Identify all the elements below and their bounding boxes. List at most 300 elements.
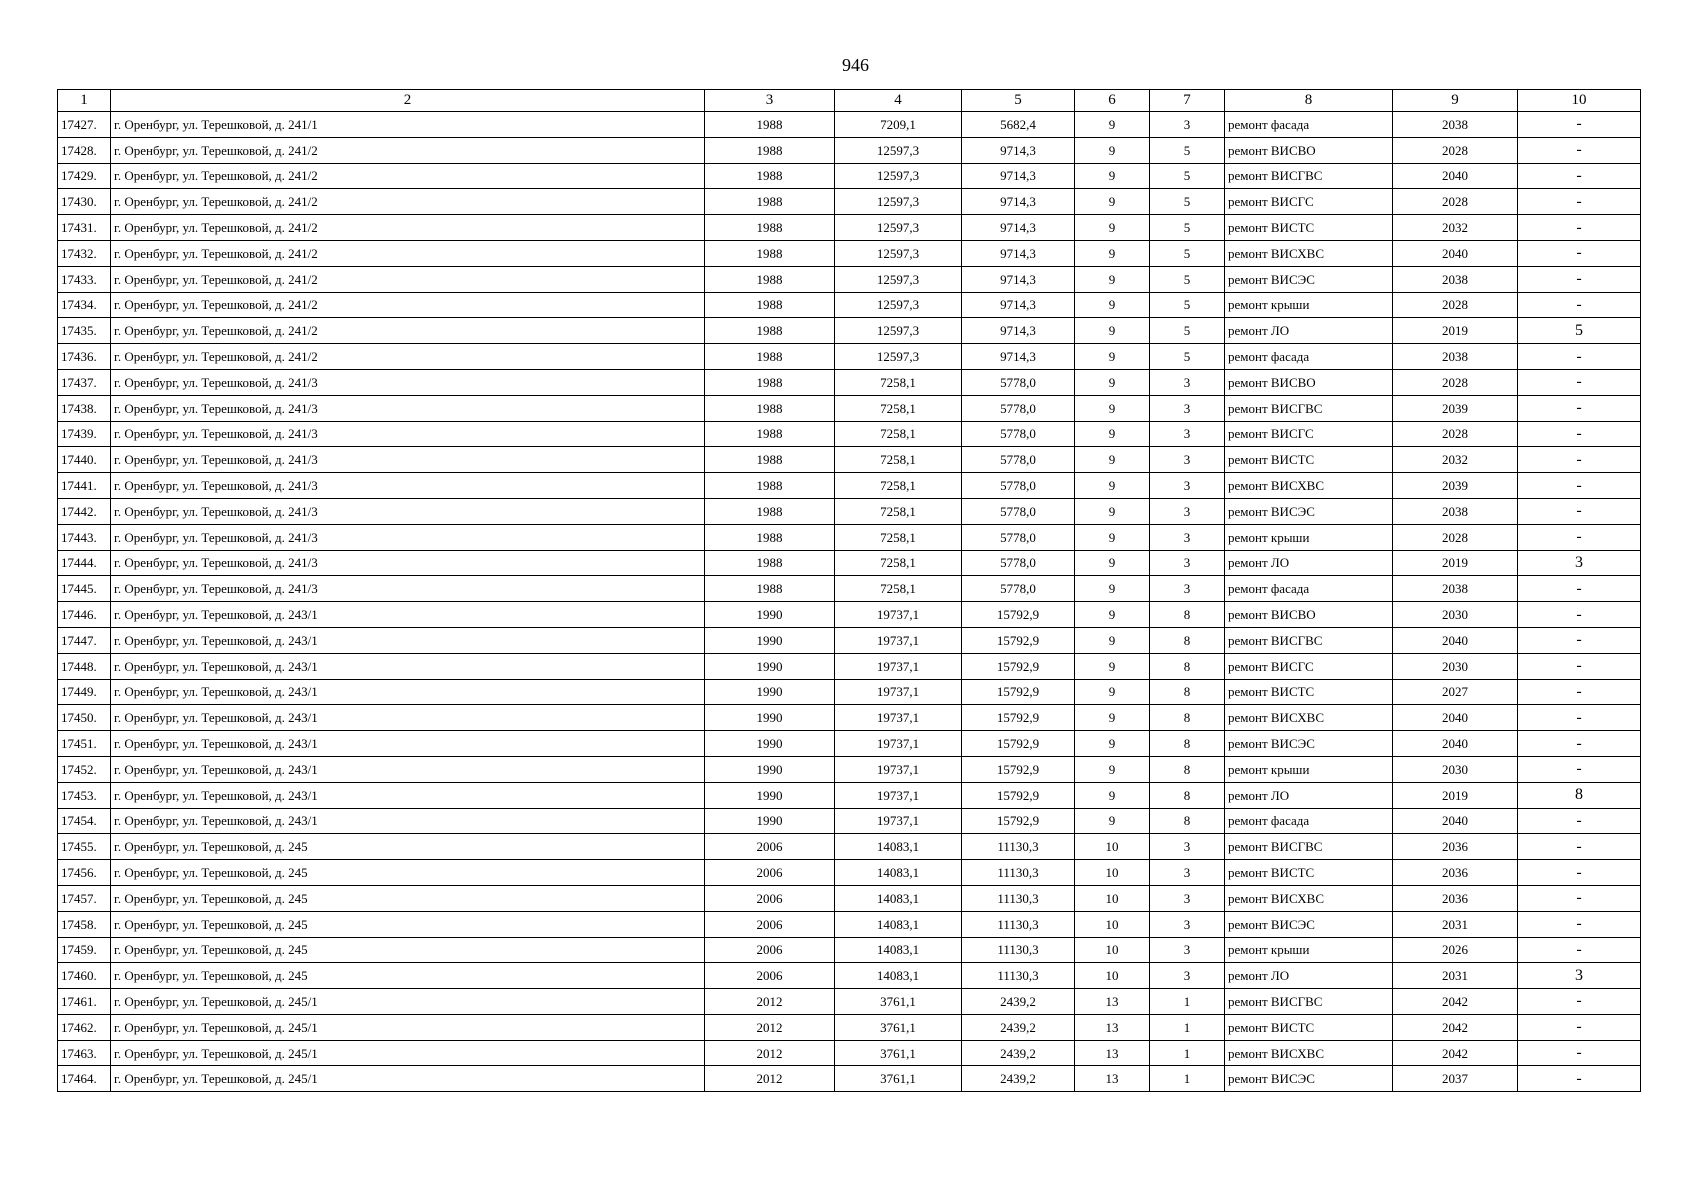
floors-cell: 9 [1075,576,1150,602]
total-area-cell: 19737,1 [835,653,962,679]
address-cell: г. Оренбург, ул. Терешковой, д. 245/1 [111,1040,705,1066]
lift-count-cell: - [1518,1014,1641,1040]
floors-cell: 10 [1075,860,1150,886]
work-type-cell: ремонт ВИСЭС [1225,731,1393,757]
total-area-cell: 14083,1 [835,911,962,937]
address-cell: г. Оренбург, ул. Терешковой, д. 241/3 [111,447,705,473]
table-row [58,834,1641,860]
row-number: 17429. [58,163,111,189]
total-area-cell: 7258,1 [835,550,962,576]
work-type-cell: ремонт ВИСВО [1225,369,1393,395]
entrances-cell: 8 [1150,679,1225,705]
address-cell: г. Оренбург, ул. Терешковой, д. 241/2 [111,318,705,344]
living-area-cell: 5778,0 [962,447,1075,473]
year-cell: 1988 [705,137,835,163]
work-type-cell: ремонт ВИСГВС [1225,989,1393,1015]
work-type-cell: ремонт ВИСТС [1225,447,1393,473]
entrances-cell: 5 [1150,292,1225,318]
year-cell: 1988 [705,292,835,318]
lift-count-cell: - [1518,885,1641,911]
lift-count-cell: - [1518,498,1641,524]
floors-cell: 9 [1075,395,1150,421]
entrances-cell: 8 [1150,602,1225,628]
table-row [58,963,1641,989]
work-type-cell: ремонт фасада [1225,112,1393,138]
table-row [58,524,1641,550]
lift-count-cell: - [1518,137,1641,163]
planned-year-cell: 2040 [1393,163,1518,189]
table-row [58,240,1641,266]
address-cell: г. Оренбург, ул. Терешковой, д. 241/2 [111,240,705,266]
planned-year-cell: 2039 [1393,473,1518,499]
row-number: 17450. [58,705,111,731]
page-number: 946 [842,55,869,75]
total-area-cell: 12597,3 [835,344,962,370]
planned-year-cell: 2040 [1393,731,1518,757]
living-area-cell: 15792,9 [962,679,1075,705]
year-cell: 2006 [705,911,835,937]
work-type-cell: ремонт ВИСГВС [1225,163,1393,189]
row-number: 17448. [58,653,111,679]
year-cell: 1990 [705,653,835,679]
planned-year-cell: 2031 [1393,911,1518,937]
total-area-cell: 7258,1 [835,395,962,421]
planned-year-cell: 2028 [1393,292,1518,318]
total-area-cell: 14083,1 [835,885,962,911]
entrances-cell: 5 [1150,344,1225,370]
entrances-cell: 3 [1150,860,1225,886]
planned-year-cell: 2031 [1393,963,1518,989]
row-number: 17442. [58,498,111,524]
year-cell: 1988 [705,163,835,189]
table-row [58,937,1641,963]
work-type-cell: ремонт ВИСХВС [1225,705,1393,731]
year-cell: 2006 [705,834,835,860]
table-row [58,576,1641,602]
row-number: 17458. [58,911,111,937]
entrances-cell: 3 [1150,473,1225,499]
planned-year-cell: 2038 [1393,344,1518,370]
planned-year-cell: 2028 [1393,137,1518,163]
floors-cell: 9 [1075,421,1150,447]
work-type-cell: ремонт ВИСТС [1225,1014,1393,1040]
lift-count-cell: - [1518,808,1641,834]
entrances-cell: 1 [1150,989,1225,1015]
year-cell: 2012 [705,1040,835,1066]
work-type-cell: ремонт ВИСЭС [1225,911,1393,937]
row-number: 17443. [58,524,111,550]
planned-year-cell: 2030 [1393,653,1518,679]
column-header-5: 5 [962,90,1075,112]
living-area-cell: 11130,3 [962,911,1075,937]
year-cell: 1988 [705,318,835,344]
row-number: 17463. [58,1040,111,1066]
year-cell: 1988 [705,447,835,473]
table-row [58,318,1641,344]
planned-year-cell: 2042 [1393,1014,1518,1040]
table-row [58,1066,1641,1092]
row-number: 17441. [58,473,111,499]
row-number: 17439. [58,421,111,447]
row-number: 17430. [58,189,111,215]
total-area-cell: 12597,3 [835,189,962,215]
column-header-4: 4 [835,90,962,112]
living-area-cell: 5778,0 [962,550,1075,576]
lift-count-cell: 3 [1518,963,1641,989]
table-row [58,550,1641,576]
address-cell: г. Оренбург, ул. Терешковой, д. 241/3 [111,498,705,524]
living-area-cell: 9714,3 [962,240,1075,266]
entrances-cell: 3 [1150,834,1225,860]
address-cell: г. Оренбург, ул. Терешковой, д. 245 [111,963,705,989]
living-area-cell: 15792,9 [962,782,1075,808]
work-type-cell: ремонт фасада [1225,808,1393,834]
total-area-cell: 19737,1 [835,679,962,705]
floors-cell: 9 [1075,473,1150,499]
floors-cell: 9 [1075,215,1150,241]
row-number: 17462. [58,1014,111,1040]
floors-cell: 9 [1075,653,1150,679]
work-type-cell: ремонт ВИСЭС [1225,266,1393,292]
row-number: 17435. [58,318,111,344]
lift-count-cell: - [1518,937,1641,963]
lift-count-cell: - [1518,266,1641,292]
address-cell: г. Оренбург, ул. Терешковой, д. 243/1 [111,627,705,653]
lift-count-cell: - [1518,447,1641,473]
address-cell: г. Оренбург, ул. Терешковой, д. 241/3 [111,550,705,576]
address-cell: г. Оренбург, ул. Терешковой, д. 243/1 [111,782,705,808]
entrances-cell: 5 [1150,163,1225,189]
address-cell: г. Оренбург, ул. Терешковой, д. 245 [111,885,705,911]
total-area-cell: 12597,3 [835,240,962,266]
table-row [58,1040,1641,1066]
year-cell: 1988 [705,576,835,602]
floors-cell: 9 [1075,189,1150,215]
work-type-cell: ремонт ВИСХВС [1225,240,1393,266]
living-area-cell: 5682,4 [962,112,1075,138]
planned-year-cell: 2026 [1393,937,1518,963]
address-cell: г. Оренбург, ул. Терешковой, д. 241/2 [111,215,705,241]
floors-cell: 13 [1075,989,1150,1015]
row-number: 17440. [58,447,111,473]
row-number: 17456. [58,860,111,886]
planned-year-cell: 2040 [1393,705,1518,731]
entrances-cell: 3 [1150,937,1225,963]
address-cell: г. Оренбург, ул. Терешковой, д. 243/1 [111,679,705,705]
lift-count-cell: - [1518,705,1641,731]
entrances-cell: 3 [1150,885,1225,911]
column-header-6: 6 [1075,90,1150,112]
lift-count-cell: - [1518,369,1641,395]
floors-cell: 9 [1075,679,1150,705]
living-area-cell: 2439,2 [962,1040,1075,1066]
floors-cell: 10 [1075,885,1150,911]
living-area-cell: 11130,3 [962,834,1075,860]
row-number: 17455. [58,834,111,860]
living-area-cell: 9714,3 [962,318,1075,344]
living-area-cell: 5778,0 [962,395,1075,421]
address-cell: г. Оренбург, ул. Терешковой, д. 241/3 [111,524,705,550]
address-cell: г. Оренбург, ул. Терешковой, д. 241/2 [111,137,705,163]
living-area-cell: 5778,0 [962,473,1075,499]
total-area-cell: 19737,1 [835,705,962,731]
work-type-cell: ремонт ВИСЭС [1225,1066,1393,1092]
entrances-cell: 3 [1150,550,1225,576]
total-area-cell: 7258,1 [835,421,962,447]
entrances-cell: 5 [1150,137,1225,163]
row-number: 17446. [58,602,111,628]
lift-count-cell: - [1518,1040,1641,1066]
address-cell: г. Оренбург, ул. Терешковой, д. 241/2 [111,344,705,370]
year-cell: 1988 [705,550,835,576]
lift-count-cell: - [1518,1066,1641,1092]
table-row [58,112,1641,138]
year-cell: 1990 [705,627,835,653]
table-row [58,705,1641,731]
year-cell: 1988 [705,524,835,550]
lift-count-cell: - [1518,989,1641,1015]
floors-cell: 13 [1075,1066,1150,1092]
entrances-cell: 8 [1150,808,1225,834]
total-area-cell: 12597,3 [835,318,962,344]
year-cell: 1988 [705,421,835,447]
living-area-cell: 5778,0 [962,576,1075,602]
lift-count-cell: - [1518,189,1641,215]
address-cell: г. Оренбург, ул. Терешковой, д. 245 [111,860,705,886]
address-cell: г. Оренбург, ул. Терешковой, д. 245 [111,911,705,937]
year-cell: 1990 [705,756,835,782]
floors-cell: 9 [1075,318,1150,344]
floors-cell: 9 [1075,137,1150,163]
table-row [58,292,1641,318]
floors-cell: 10 [1075,834,1150,860]
lift-count-cell: - [1518,240,1641,266]
total-area-cell: 19737,1 [835,731,962,757]
row-number: 17457. [58,885,111,911]
work-type-cell: ремонт ВИСГВС [1225,834,1393,860]
total-area-cell: 19737,1 [835,627,962,653]
lift-count-cell: - [1518,395,1641,421]
total-area-cell: 14083,1 [835,860,962,886]
row-number: 17445. [58,576,111,602]
living-area-cell: 9714,3 [962,189,1075,215]
work-type-cell: ремонт ЛО [1225,963,1393,989]
planned-year-cell: 2039 [1393,395,1518,421]
entrances-cell: 3 [1150,911,1225,937]
table-row [58,421,1641,447]
year-cell: 1988 [705,344,835,370]
entrances-cell: 3 [1150,576,1225,602]
living-area-cell: 5778,0 [962,421,1075,447]
table-row [58,756,1641,782]
floors-cell: 9 [1075,266,1150,292]
total-area-cell: 19737,1 [835,756,962,782]
total-area-cell: 7258,1 [835,473,962,499]
work-type-cell: ремонт ВИСГВС [1225,627,1393,653]
address-cell: г. Оренбург, ул. Терешковой, д. 241/3 [111,421,705,447]
floors-cell: 9 [1075,808,1150,834]
floors-cell: 9 [1075,550,1150,576]
living-area-cell: 15792,9 [962,808,1075,834]
work-type-cell: ремонт ВИСХВС [1225,1040,1393,1066]
floors-cell: 9 [1075,163,1150,189]
lift-count-cell: - [1518,344,1641,370]
work-type-cell: ремонт фасада [1225,576,1393,602]
address-cell: г. Оренбург, ул. Терешковой, д. 241/1 [111,112,705,138]
planned-year-cell: 2019 [1393,550,1518,576]
entrances-cell: 5 [1150,240,1225,266]
year-cell: 1988 [705,369,835,395]
total-area-cell: 19737,1 [835,808,962,834]
living-area-cell: 2439,2 [962,1014,1075,1040]
total-area-cell: 7258,1 [835,447,962,473]
year-cell: 1988 [705,215,835,241]
living-area-cell: 15792,9 [962,653,1075,679]
table-row [58,215,1641,241]
year-cell: 2012 [705,1014,835,1040]
work-type-cell: ремонт ВИСГВС [1225,395,1393,421]
address-cell: г. Оренбург, ул. Терешковой, д. 243/1 [111,756,705,782]
work-type-cell: ремонт ВИСХВС [1225,473,1393,499]
row-number: 17434. [58,292,111,318]
year-cell: 1988 [705,189,835,215]
address-cell: г. Оренбург, ул. Терешковой, д. 245/1 [111,989,705,1015]
column-header-1: 1 [58,90,111,112]
row-number: 17460. [58,963,111,989]
lift-count-cell: - [1518,215,1641,241]
work-type-cell: ремонт крыши [1225,524,1393,550]
column-header-7: 7 [1150,90,1225,112]
row-number: 17444. [58,550,111,576]
table-row [58,163,1641,189]
floors-cell: 9 [1075,627,1150,653]
year-cell: 1988 [705,112,835,138]
column-header-2: 2 [111,90,705,112]
work-type-cell: ремонт ВИСВО [1225,137,1393,163]
floors-cell: 9 [1075,240,1150,266]
living-area-cell: 15792,9 [962,705,1075,731]
work-type-cell: ремонт ЛО [1225,550,1393,576]
lift-count-cell: - [1518,679,1641,705]
living-area-cell: 15792,9 [962,627,1075,653]
total-area-cell: 7258,1 [835,524,962,550]
work-type-cell: ремонт ВИСХВС [1225,885,1393,911]
address-cell: г. Оренбург, ул. Терешковой, д. 243/1 [111,653,705,679]
total-area-cell: 12597,3 [835,137,962,163]
living-area-cell: 15792,9 [962,756,1075,782]
table-row [58,731,1641,757]
living-area-cell: 9714,3 [962,163,1075,189]
lift-count-cell: - [1518,163,1641,189]
work-type-cell: ремонт ВИСЭС [1225,498,1393,524]
floors-cell: 13 [1075,1014,1150,1040]
total-area-cell: 7258,1 [835,576,962,602]
row-number: 17431. [58,215,111,241]
table-row [58,911,1641,937]
entrances-cell: 1 [1150,1014,1225,1040]
entrances-cell: 3 [1150,524,1225,550]
table-row [58,653,1641,679]
living-area-cell: 11130,3 [962,937,1075,963]
floors-cell: 9 [1075,369,1150,395]
year-cell: 1990 [705,782,835,808]
lift-count-cell: 8 [1518,782,1641,808]
total-area-cell: 7209,1 [835,112,962,138]
year-cell: 1990 [705,602,835,628]
address-cell: г. Оренбург, ул. Терешковой, д. 243/1 [111,808,705,834]
address-cell: г. Оренбург, ул. Терешковой, д. 241/3 [111,395,705,421]
table-row [58,137,1641,163]
planned-year-cell: 2028 [1393,421,1518,447]
entrances-cell: 8 [1150,782,1225,808]
living-area-cell: 5778,0 [962,369,1075,395]
year-cell: 1988 [705,240,835,266]
table-row [58,447,1641,473]
year-cell: 1990 [705,679,835,705]
lift-count-cell: - [1518,524,1641,550]
entrances-cell: 8 [1150,627,1225,653]
address-cell: г. Оренбург, ул. Терешковой, д. 241/2 [111,292,705,318]
floors-cell: 10 [1075,963,1150,989]
address-cell: г. Оренбург, ул. Терешковой, д. 241/2 [111,266,705,292]
table-row [58,602,1641,628]
planned-year-cell: 2040 [1393,627,1518,653]
entrances-cell: 3 [1150,963,1225,989]
row-number: 17459. [58,937,111,963]
work-type-cell: ремонт крыши [1225,937,1393,963]
year-cell: 1988 [705,395,835,421]
entrances-cell: 3 [1150,112,1225,138]
column-header-3: 3 [705,90,835,112]
header-row [58,90,1641,112]
floors-cell: 9 [1075,524,1150,550]
living-area-cell: 9714,3 [962,215,1075,241]
lift-count-cell: - [1518,112,1641,138]
lift-count-cell: - [1518,731,1641,757]
year-cell: 1990 [705,705,835,731]
work-type-cell: ремонт фасада [1225,344,1393,370]
living-area-cell: 2439,2 [962,1066,1075,1092]
total-area-cell: 14083,1 [835,963,962,989]
floors-cell: 9 [1075,731,1150,757]
table-row [58,1014,1641,1040]
work-type-cell: ремонт ВИСТС [1225,679,1393,705]
address-cell: г. Оренбург, ул. Терешковой, д. 245/1 [111,1014,705,1040]
living-area-cell: 11130,3 [962,963,1075,989]
living-area-cell: 11130,3 [962,885,1075,911]
living-area-cell: 9714,3 [962,266,1075,292]
total-area-cell: 7258,1 [835,369,962,395]
work-type-cell: ремонт ВИСТС [1225,215,1393,241]
work-type-cell: ремонт крыши [1225,756,1393,782]
planned-year-cell: 2028 [1393,189,1518,215]
entrances-cell: 5 [1150,318,1225,344]
total-area-cell: 3761,1 [835,1040,962,1066]
row-number: 17464. [58,1066,111,1092]
row-number: 17438. [58,395,111,421]
planned-year-cell: 2040 [1393,240,1518,266]
planned-year-cell: 2032 [1393,215,1518,241]
total-area-cell: 3761,1 [835,1014,962,1040]
total-area-cell: 3761,1 [835,1066,962,1092]
row-number: 17453. [58,782,111,808]
lift-count-cell: - [1518,421,1641,447]
entrances-cell: 3 [1150,421,1225,447]
work-type-cell: ремонт ЛО [1225,318,1393,344]
living-area-cell: 5778,0 [962,524,1075,550]
table-row [58,679,1641,705]
address-cell: г. Оренбург, ул. Терешковой, д. 243/1 [111,705,705,731]
